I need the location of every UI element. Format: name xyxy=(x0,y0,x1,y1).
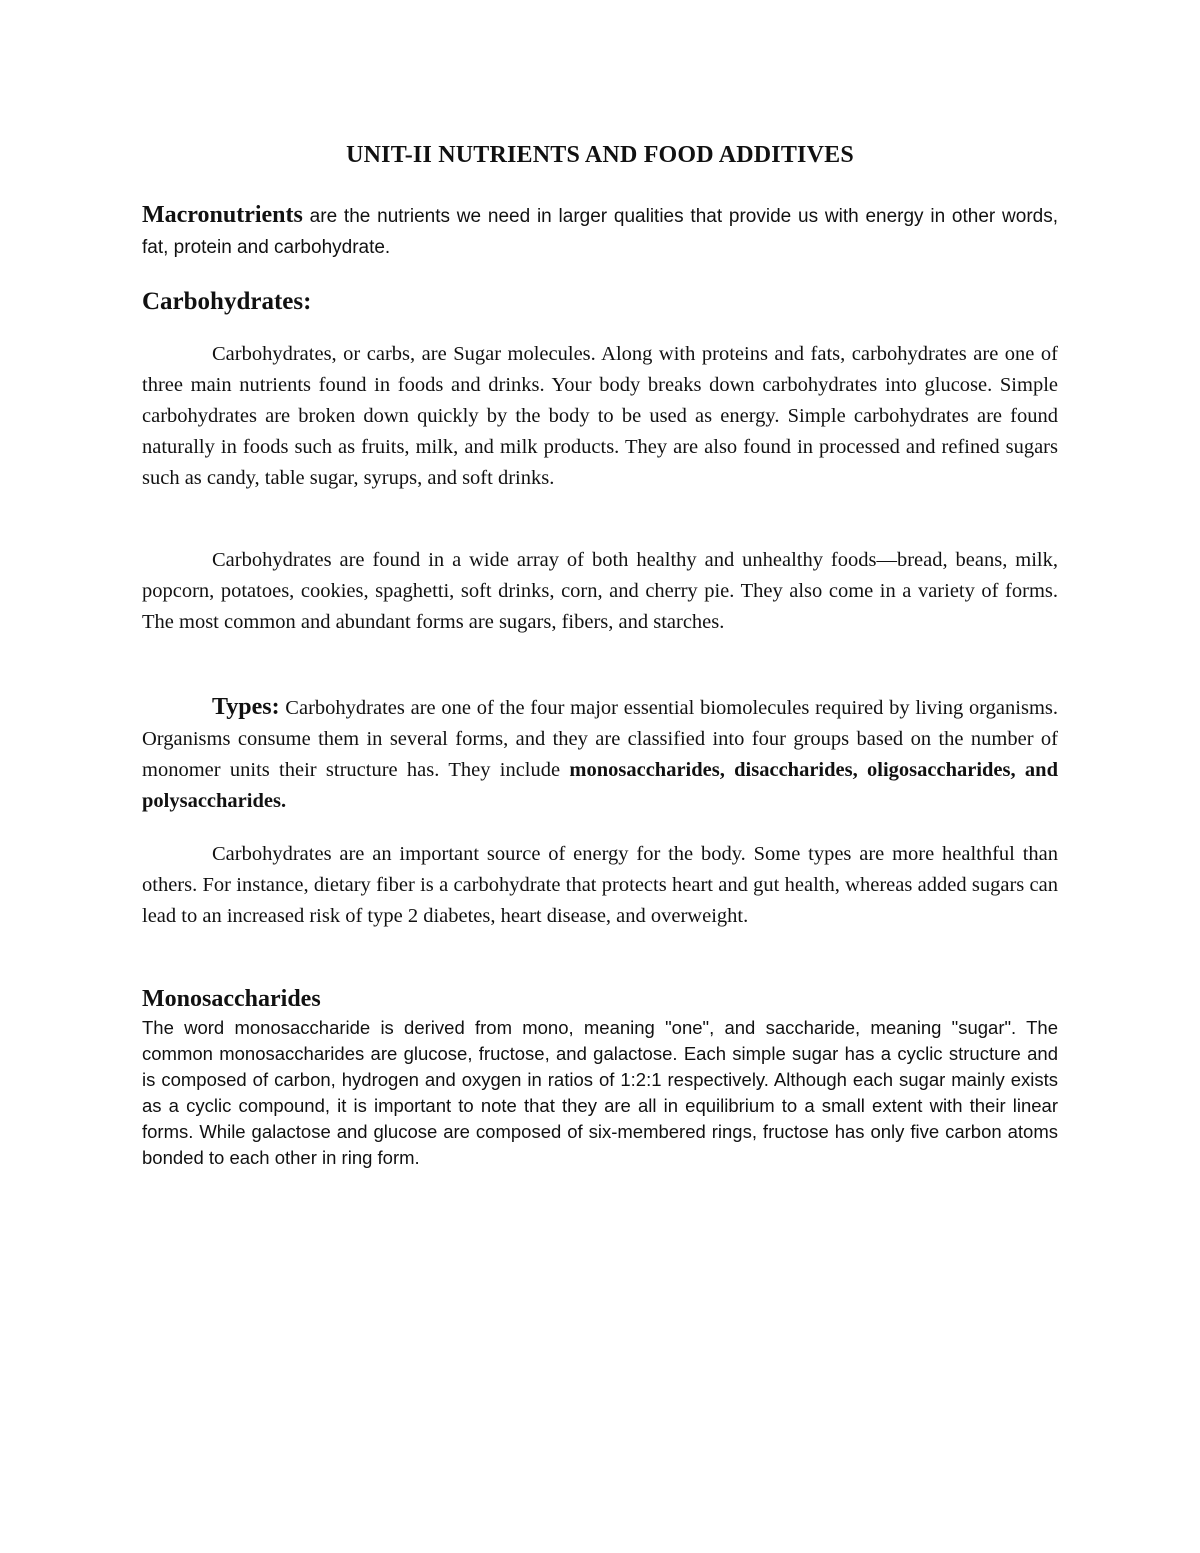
types-bold-list: monosaccharides, disaccharides, oligosaccharides, and polysaccharides. xyxy=(142,759,1058,812)
carbohydrates-heading: Carbohydrates: xyxy=(142,288,312,315)
carbohydrates-paragraph-2: Carbohydrates are found in a wide array of both healthy and unhealthy foods—bread, beans, milk, popcorn, potatoes, cookies, spaghetti, soft drinks, corn, and cherry pie. They also come in a variety of forms. The most common and abundant forms are sugars, fibers, and starches. xyxy=(142,549,1058,633)
monosaccharides-paragraph: The word monosaccharide is derived from mono, meaning "one", and saccharide, meaning "sugar". The common monosaccharides are glucose, fructose, and galactose. Each simple sugar has a cyclic structure and is composed of carbon, hydrogen and oxygen in ratios of 1:2:1 respectively. Although each sugar mainly exists as a cyclic compound, it is important to note that they are all in equilibrium to a small extent with their linear forms. While galactose and glucose are composed of six-membered rings, fructose has only five carbon atoms bonded to each other in ring form. xyxy=(142,1017,1058,1168)
macronutrients-term: Macronutrients xyxy=(142,202,303,228)
page-title: UNIT-II NUTRIENTS AND FOOD ADDITIVES xyxy=(346,142,854,168)
types-text: Carbohydrates are one of the four major essential biomolecules required by living organisms. Organisms consume them in several forms, and they are classified into four groups based on the number of monomer units their structure has. They include xyxy=(142,697,1058,781)
types-term: Types: xyxy=(212,694,280,720)
types-paragraph xyxy=(142,692,1058,817)
carbohydrates-paragraph-3: Carbohydrates are an important source of energy for the body. Some types are more healthful than others. For instance, dietary fiber is a carbohydrate that protects heart and gut health, whereas added sugars can lead to an increased risk of type 2 diabetes, heart disease, and overweight. xyxy=(142,843,1058,927)
macronutrients-text: are the nutrients we need in larger qualities that provide us with energy in other words, fat, protein and carbohydrate. xyxy=(142,206,1058,258)
carbohydrates-paragraph-1: Carbohydrates, or carbs, are Sugar molecules. Along with proteins and fats, carbohydrates are one of three main nutrients found in foods and drinks. Your body breaks down carbohydrates into glucose. Simple carbohydrates are broken down quickly by the body to be used as energy. Simple carbohydrates are found naturally in foods such as fruits, milk, and milk products. They are also found in processed and refined sugars such as candy, table sugar, syrups, and soft drinks. xyxy=(142,343,1058,489)
macronutrients-paragraph xyxy=(142,200,1058,263)
monosaccharides-heading: Monosaccharides xyxy=(142,986,321,1012)
